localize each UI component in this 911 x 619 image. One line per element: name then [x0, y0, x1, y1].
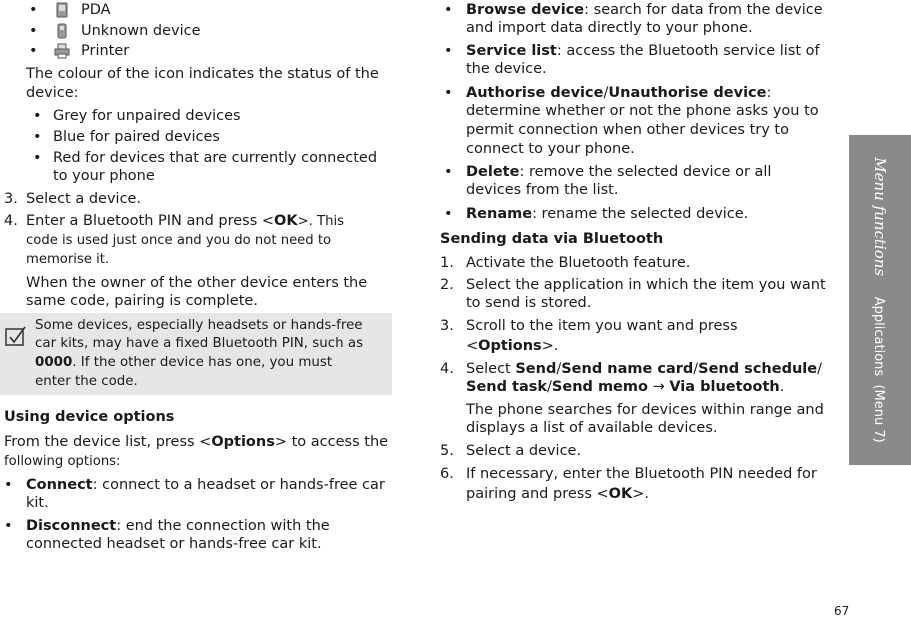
- step-number: 5.: [440, 443, 454, 459]
- unknown-device-icon: [54, 23, 70, 39]
- device-printer: Printer: [81, 43, 130, 59]
- note-line: Some devices, especially headsets or hands-free: [35, 318, 363, 333]
- step-3: Select a device.: [26, 191, 142, 207]
- option-authorise-cont: determine whether or not the phone asks you to: [466, 103, 819, 119]
- step-4-paragraph: When the owner of the other device enters the: [26, 275, 368, 291]
- send-step-6: If necessary, enter the Bluetooth PIN needed for: [466, 466, 817, 482]
- section-heading: Sending data via Bluetooth: [440, 231, 664, 247]
- send-step-4-cont: Send task/Send memo → Via bluetooth.: [466, 379, 785, 395]
- send-step-1: Activate the Bluetooth feature.: [466, 255, 691, 271]
- option-delete: Delete: remove the selected device or all: [466, 164, 772, 180]
- option-authorise-cont: connect to your phone.: [466, 141, 635, 157]
- option-service-list: Service list: access the Bluetooth service list of: [466, 43, 820, 59]
- send-step-3-cont: <Options>.: [466, 338, 559, 354]
- step-4-paragraph-cont: same code, pairing is complete.: [26, 293, 258, 309]
- step-number: 4.: [4, 213, 18, 229]
- step-4: Enter a Bluetooth PIN and press <OK>. This: [26, 213, 344, 229]
- intro-text: From the device list, press <Options> to access the: [4, 434, 389, 450]
- bullet: •: [33, 129, 42, 145]
- note-line: 0000. If the other device has one, you must: [35, 355, 333, 370]
- note-box: [0, 313, 392, 395]
- send-step-4-paragraph-cont: displays a list of available devices.: [466, 420, 718, 436]
- side-tab-subtitle: Applications: [871, 296, 886, 377]
- pda-icon: [54, 2, 70, 18]
- option-delete-cont: devices from the list.: [466, 182, 619, 198]
- side-tab-label: [871, 157, 889, 442]
- bullet: •: [4, 518, 13, 534]
- step-number: 4.: [440, 361, 454, 377]
- step-number: 1.: [440, 255, 454, 271]
- send-step-6-cont: pairing and press <OK>.: [466, 486, 649, 502]
- send-step-4-paragraph: The phone searches for devices within range and: [466, 402, 824, 418]
- option-browse-device-cont: and import data directly to your phone.: [466, 20, 753, 36]
- step-4-cont: code is used just once and you do not need to: [26, 233, 332, 248]
- bullet: •: [444, 43, 453, 59]
- step-number: 6.: [440, 466, 454, 482]
- device-pda: PDA: [81, 2, 111, 18]
- option-service-list-cont: the device.: [466, 61, 547, 77]
- send-step-2: Select the application in which the item you want: [466, 277, 826, 293]
- option-disconnect-cont: connected headset or hands-free car kit.: [26, 536, 322, 552]
- option-authorise: Authorise device/Unauthorise device:: [466, 85, 772, 101]
- bullet: •: [29, 43, 38, 59]
- bullet: •: [4, 477, 13, 493]
- bullet: •: [29, 23, 38, 39]
- option-connect-cont: kit.: [26, 495, 49, 511]
- device-unknown: Unknown device: [81, 23, 201, 39]
- note-line: enter the code.: [35, 374, 138, 389]
- status-item-grey: Grey for unpaired devices: [53, 108, 241, 124]
- page-number: 67: [834, 604, 850, 618]
- send-step-3: Scroll to the item you want and press: [466, 318, 738, 334]
- step-number: 3.: [440, 318, 454, 334]
- step-4-cont: memorise it.: [26, 252, 110, 267]
- checkmark-note-icon: [5, 325, 27, 347]
- bullet: •: [33, 150, 42, 166]
- bullet: •: [33, 108, 42, 124]
- bullet: •: [29, 2, 38, 18]
- option-connect: Connect: connect to a headset or hands-free car: [26, 477, 385, 493]
- status-item-blue: Blue for paired devices: [53, 129, 220, 145]
- option-disconnect: Disconnect: end the connection with the: [26, 518, 330, 534]
- status-item-red-cont: to your phone: [53, 168, 155, 184]
- side-tab-title: Menu functions: [871, 157, 889, 277]
- status-intro: The colour of the icon indicates the status of the: [26, 66, 379, 82]
- option-browse-device: Browse device: search for data from the device: [466, 2, 823, 18]
- send-step-5: Select a device.: [466, 443, 582, 459]
- option-authorise-cont: permit connection when other devices try to: [466, 122, 789, 138]
- status-intro-cont: device:: [26, 85, 79, 101]
- bullet: •: [444, 164, 453, 180]
- step-number: 2.: [440, 277, 454, 293]
- note-line: car kits, may have a fixed Bluetooth PIN, such as: [35, 336, 364, 351]
- printer-icon: [54, 43, 70, 59]
- side-tab-menu: (Menu 7): [871, 384, 886, 443]
- section-heading: Using device options: [4, 409, 175, 425]
- status-item-red: Red for devices that are currently connected: [53, 150, 378, 166]
- bullet: •: [444, 206, 453, 222]
- step-number: 3.: [4, 191, 18, 207]
- send-step-4: Select Send/Send name card/Send schedule/: [466, 361, 822, 377]
- send-step-2-cont: to send is stored.: [466, 295, 592, 311]
- intro-text-cont: following options:: [4, 454, 121, 469]
- option-rename: Rename: rename the selected device.: [466, 206, 749, 222]
- bullet: •: [444, 2, 453, 18]
- bullet: •: [444, 85, 453, 101]
